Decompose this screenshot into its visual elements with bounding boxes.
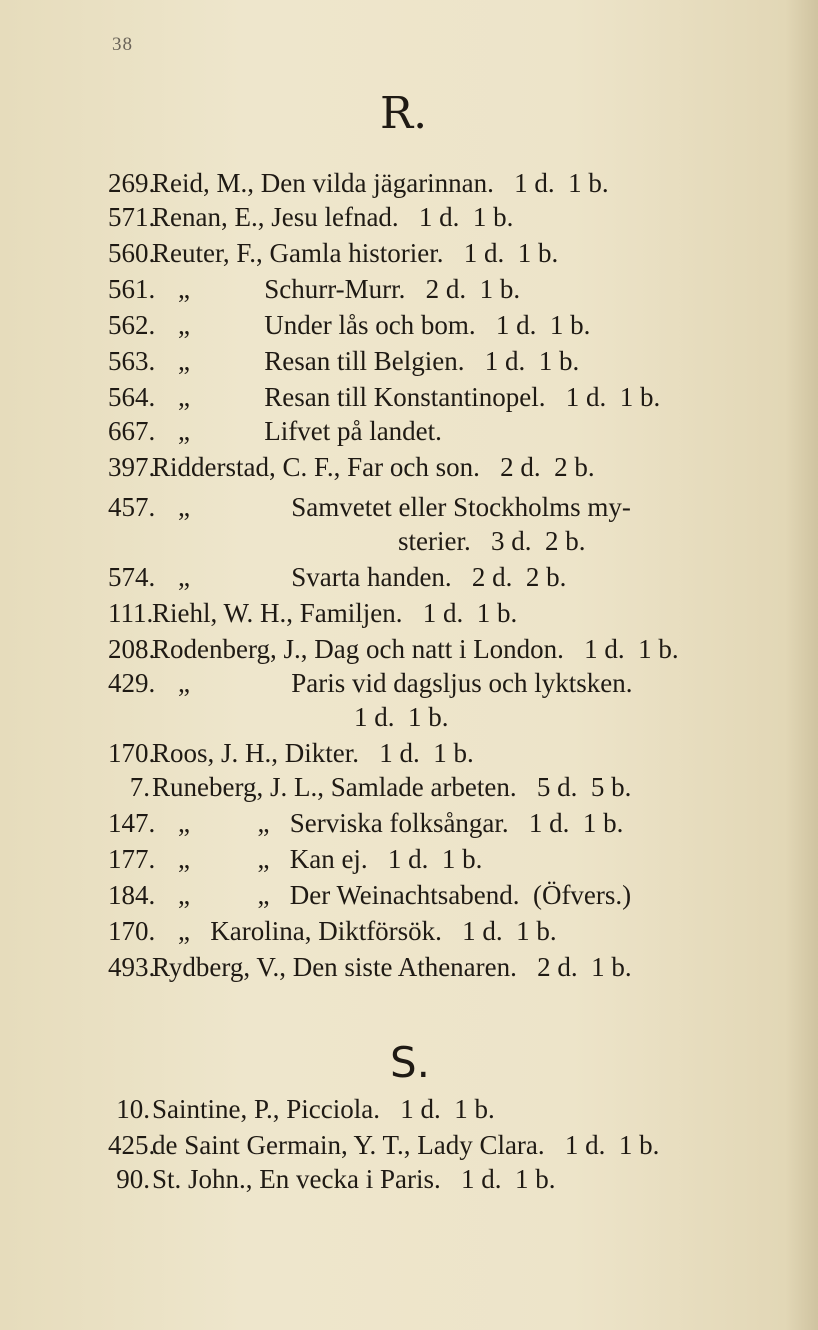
- entry-number: 10.: [116, 1094, 150, 1124]
- entry-number: 170.: [108, 738, 156, 768]
- entry-text: Reuter, F., Gamla historier. 1 d. 1 b.: [152, 238, 559, 268]
- entry-number: 571.: [108, 202, 156, 232]
- entry-number: 425.: [108, 1130, 156, 1160]
- entry-number: 269.: [108, 168, 156, 198]
- entry-number: 561.: [108, 274, 156, 304]
- entry-number: 457.: [108, 492, 156, 522]
- entry-text: „ Svarta handen. 2 d. 2 b.: [178, 562, 567, 592]
- entry-text: „ „ Der Weinachtsabend. (Öfvers.): [178, 880, 632, 910]
- section-heading-s: S.: [390, 1038, 431, 1087]
- entry-text: „ Paris vid dagsljus och lyktsken.: [178, 668, 633, 698]
- entry-text: „ Under lås och bom. 1 d. 1 b.: [178, 310, 591, 340]
- entry-number: 493.: [108, 952, 156, 982]
- entry-text: „ Schurr-Murr. 2 d. 1 b.: [178, 274, 521, 304]
- entry-text: St. John., En vecka i Paris. 1 d. 1 b.: [152, 1164, 556, 1194]
- entry-text: Runeberg, J. L., Samlade arbeten. 5 d. 5 b.: [152, 772, 632, 802]
- entry-text: „ Samvetet eller Stockholms my-: [178, 492, 631, 522]
- entry-number: 667.: [108, 416, 156, 446]
- entry-text: Rydberg, V., Den siste Athenaren. 2 d. 1 b.: [152, 952, 632, 982]
- entry-text: „ Resan till Belgien. 1 d. 1 b.: [178, 346, 580, 376]
- entry-number: 560.: [108, 238, 156, 268]
- page-number: 38: [112, 34, 133, 55]
- section-heading-r: R.: [380, 88, 428, 139]
- entry-text: „ „ Serviska folksångar. 1 d. 1 b.: [178, 808, 624, 838]
- entry-text: sterier. 3 d. 2 b.: [398, 526, 586, 556]
- entry-text: Reid, M., Den vilda jägarinnan. 1 d. 1 b.: [152, 168, 609, 198]
- entry-text: de Saint Germain, Y. T., Lady Clara. 1 d. 1 b.: [152, 1130, 660, 1160]
- entry-number: 574.: [108, 562, 156, 592]
- entry-number: 111.: [108, 598, 154, 628]
- entry-number: 147.: [108, 808, 156, 838]
- entry-text: „ Resan till Konstantinopel. 1 d. 1 b.: [178, 382, 661, 412]
- entry-number: 184.: [108, 880, 156, 910]
- entry-text: „ „ Kan ej. 1 d. 1 b.: [178, 844, 483, 874]
- entry-text: Renan, E., Jesu lefnad. 1 d. 1 b.: [152, 202, 514, 232]
- entry-text: Roos, J. H., Dikter. 1 d. 1 b.: [152, 738, 474, 768]
- entry-number: 170.: [108, 916, 156, 946]
- entry-text: „ Karolina, Diktförsök. 1 d. 1 b.: [178, 916, 557, 946]
- entry-number: 397.: [108, 452, 156, 482]
- entry-text: Ridderstad, C. F., Far och son. 2 d. 2 b.: [152, 452, 595, 482]
- entry-text: Rodenberg, J., Dag och natt i London. 1 d. 1 b.: [152, 634, 679, 664]
- entry-number: 562.: [108, 310, 156, 340]
- entry-number: 7.: [129, 772, 150, 802]
- entry-text: „ Lifvet på landet.: [178, 416, 442, 446]
- entry-number: 90.: [116, 1164, 150, 1194]
- entry-number: 563.: [108, 346, 156, 376]
- entry-text: 1 d. 1 b.: [354, 702, 449, 732]
- entry-text: Saintine, P., Picciola. 1 d. 1 b.: [152, 1094, 495, 1124]
- entry-number: 177.: [108, 844, 156, 874]
- entry-number: 208.: [108, 634, 156, 664]
- entry-number: 564.: [108, 382, 156, 412]
- entry-number: 429.: [108, 668, 156, 698]
- entry-text: Riehl, W. H., Familjen. 1 d. 1 b.: [152, 598, 518, 628]
